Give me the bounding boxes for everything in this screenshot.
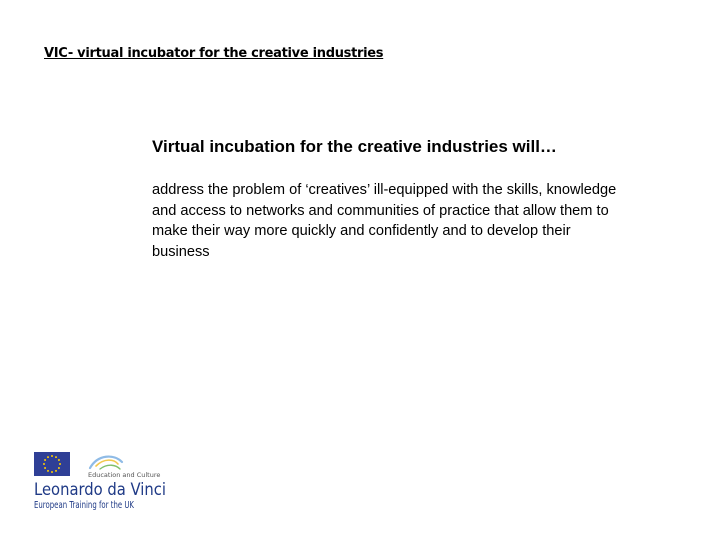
eu-flag-icon xyxy=(34,452,70,476)
eu-star-icon xyxy=(55,470,57,472)
programme-name: Leonardo da Vinci xyxy=(34,480,166,500)
eu-star-icon xyxy=(58,467,60,469)
eu-star-icon xyxy=(51,471,53,473)
eu-star-icon xyxy=(44,467,46,469)
programme-tag: Education and Culture xyxy=(88,471,161,479)
programme-tagline: European Training for the UK xyxy=(34,500,135,511)
eu-star-icon xyxy=(59,463,61,465)
eu-star-icon xyxy=(58,459,60,461)
eu-star-icon xyxy=(43,463,45,465)
eu-star-icon xyxy=(55,456,57,458)
eu-star-icon xyxy=(44,459,46,461)
slide-body-text: address the problem of ‘creatives’ ill-equipped with the skills, knowledge and access to networks and communities of practice that allow them to make their way more quickly and confidently and to develop their business xyxy=(152,182,617,260)
eu-star-icon xyxy=(47,456,49,458)
slide-title: VIC- virtual incubator for the creative industries xyxy=(44,46,384,61)
slide-heading: Virtual incubation for the creative industries will… xyxy=(152,137,557,156)
eu-star-icon xyxy=(47,470,49,472)
swirl-icon xyxy=(90,457,122,469)
leonardo-da-vinci-logo xyxy=(30,450,172,512)
eu-star-icon xyxy=(51,455,53,457)
